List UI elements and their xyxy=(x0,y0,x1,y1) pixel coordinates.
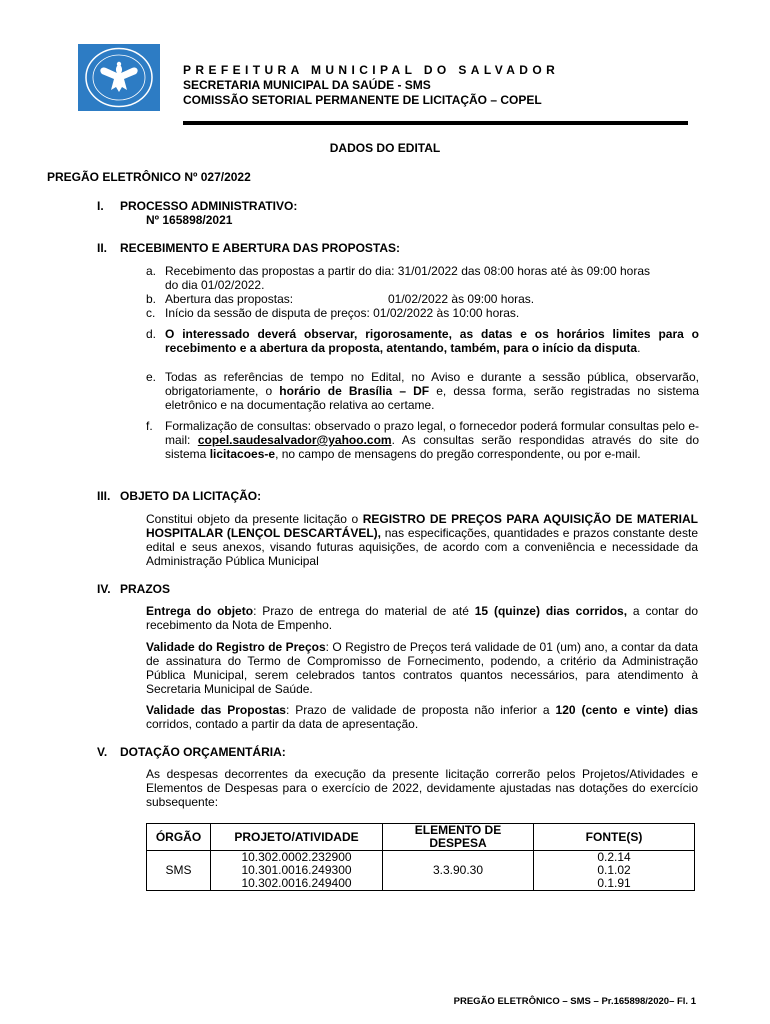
item-f-text-2: . As consultas serão respondidas através do site do sistema xyxy=(165,433,699,461)
entrega-text-2: a contar do recebimento da Nota de Empenho. xyxy=(146,604,699,632)
entrega-text: : Prazo de entrega do material de até xyxy=(253,604,475,618)
fonte-value: 0.2.14 xyxy=(597,850,631,864)
objeto-paragraph xyxy=(146,512,698,568)
objeto-text: Constitui objeto da presente licitação o xyxy=(146,512,363,526)
section-1-title: PROCESSO ADMINISTRATIVO: xyxy=(120,199,298,213)
fonte-value: 0.1.02 xyxy=(597,863,631,877)
item-letter: f. xyxy=(146,419,153,433)
validade-prop-bold: 120 (cento e vinte) dias xyxy=(555,703,699,717)
objeto-bold: REGISTRO DE PREÇOS PARA AQUISIÇÃO DE MATERIAL HOSPITALAR (LENÇOL DESCARTÁVEL), xyxy=(146,512,698,540)
fonte-value: 0.1.91 xyxy=(597,876,631,890)
table-header: ELEMENTO DE DESPESA xyxy=(383,824,534,851)
validade-rp-text: : O Registro de Preços terá validade de 01 (um) ano, a contar da data de assinatura do Termo de Compromisso de Fornecimento, podendo, a critério da Administração Pública Municipal, serem celebrados tantos contratos quantos necessários, para atendimento à Secretaria Municipal de Saúde. xyxy=(146,640,699,696)
item-d-end: . xyxy=(637,341,641,355)
table-header: FONTE(S) xyxy=(534,824,695,851)
page-footer: PREGÃO ELETRÔNICO – SMS – Pr.165898/2020– Fl. 1 xyxy=(453,996,696,1007)
item-f-bold: licitacoes-e xyxy=(209,447,276,461)
email-link[interactable]: copel.saudesalvador@yahoo.com xyxy=(197,433,392,447)
item-letter: d. xyxy=(146,327,157,341)
item-letter: a. xyxy=(146,264,157,278)
dotacao-table xyxy=(146,823,695,891)
item-b-value: 01/02/2022 às 09:00 horas. xyxy=(388,292,535,306)
section-4-title: PRAZOS xyxy=(120,582,171,596)
section-2-number: II. xyxy=(97,241,108,255)
secretaria-name: SECRETARIA MUNICIPAL DA SAÚDE - SMS xyxy=(183,78,431,92)
validade-prop-text: : Prazo de validade de proposta não inferior a xyxy=(285,703,556,717)
item-a-line1: Recebimento das propostas a partir do dia: 31/01/2022 das 08:00 horas até às 09:00 horas xyxy=(165,264,650,278)
section-3-title: OBJETO DA LICITAÇÃO: xyxy=(120,489,262,503)
section-2-title: RECEBIMENTO E ABERTURA DAS PROPOSTAS: xyxy=(120,241,401,255)
section-3-number: III. xyxy=(97,489,111,503)
item-f-text: Formalização de consultas: observado o prazo legal, o fornecedor poderá formular consultas pelo e-mail: xyxy=(165,419,699,447)
dotacao-paragraph: As despesas decorrentes da execução da presente licitação correrão pelos Projetos/Atividades e Elementos de Despesas para o exercício de 2022, devidamente ajustadas nas dotações do exercício subsequente: xyxy=(146,767,698,809)
validade-rp-label: Validade do Registro de Preços xyxy=(146,640,326,654)
processo-number: Nº 165898/2021 xyxy=(146,213,233,227)
item-e-text: Todas as referências de tempo no Edital, no Aviso e durante a sessão pública, observarão, obrigatoriamente, o xyxy=(165,370,699,398)
orgao-cell: SMS xyxy=(147,851,211,891)
objeto-text-2: nas especificações, quantidades e prazos constante deste edital e seus anexos, visando futuras aquisições, de acordo com a conveniência e necessidade da Administração Pública Municipal xyxy=(146,526,698,568)
validade-rp-paragraph xyxy=(146,640,698,696)
table-header: ÓRGÃO xyxy=(147,824,211,851)
section-5-title: DOTAÇÃO ORÇAMENTÁRIA: xyxy=(120,745,286,759)
item-f-text-3: , no campo de mensagens do pregão correspondente, ou por e-mail. xyxy=(275,447,641,461)
projetos-cell xyxy=(211,851,383,891)
item-letter: e. xyxy=(146,370,157,384)
entrega-bold: 15 (quinze) dias corridos, xyxy=(474,604,628,618)
elemento-cell: 3.3.90.30 xyxy=(383,851,534,891)
item-b-label: Abertura das propostas: xyxy=(165,292,294,306)
table-header: PROJETO/ATIVIDADE xyxy=(211,824,383,851)
projeto-value: 10.302.0002.232900 xyxy=(241,850,352,864)
projeto-value: 10.302.0016.249400 xyxy=(241,876,352,890)
letterhead xyxy=(183,63,559,108)
prefeitura-seal-logo xyxy=(78,44,160,111)
entrega-paragraph xyxy=(146,604,698,632)
validade-prop-label: Validade das Propostas xyxy=(146,703,286,717)
validade-prop-text-2: corridos, contado a partir da data de apresentação. xyxy=(146,717,419,731)
item-d-bold: O interessado deverá observar, rigorosamente, as datas e os horários limites para o recebimento e a abertura da proposta, atentando, também, para o início da disputa xyxy=(165,327,699,355)
item-c-text: Início da sessão de disputa de preços: 01/02/2022 às 10:00 horas. xyxy=(165,306,520,320)
item-e-text-2: e, dessa forma, serão registradas no sistema eletrônico e na documentação relativa ao certame. xyxy=(165,384,700,412)
comissao-name: COMISSÃO SETORIAL PERMANENTE DE LICITAÇÃO – COPEL xyxy=(183,93,542,107)
doc-title: DADOS DO EDITAL xyxy=(329,141,441,155)
entrega-label: Entrega do objeto xyxy=(146,604,254,618)
item-e-bold: horário de Brasília – DF xyxy=(279,384,430,398)
validade-prop-paragraph xyxy=(146,703,698,731)
prefeitura-name: PREFEITURA MUNICIPAL DO SALVADOR xyxy=(183,63,560,77)
projeto-value: 10.301.0016.249300 xyxy=(241,863,352,877)
header-rule xyxy=(183,121,688,125)
section-5-number: V. xyxy=(97,745,108,759)
fontes-cell xyxy=(534,851,695,891)
section-1-number: I. xyxy=(97,199,104,213)
item-letter: b. xyxy=(146,292,157,306)
section-4-number: IV. xyxy=(97,582,111,596)
item-letter: c. xyxy=(146,306,156,320)
item-a-line2: do dia 01/02/2022. xyxy=(165,278,265,292)
pregao-number: PREGÃO ELETRÔNICO Nº 027/2022 xyxy=(47,170,251,184)
